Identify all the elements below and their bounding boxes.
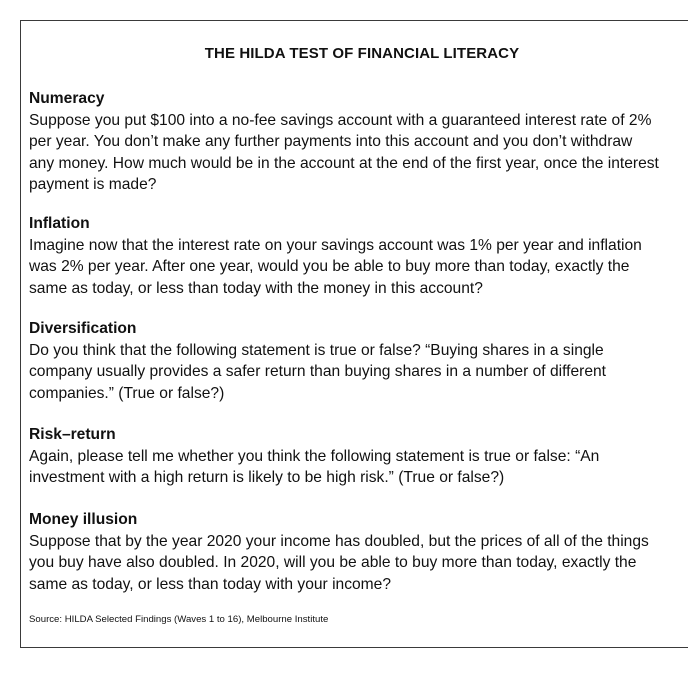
section-heading: Numeracy <box>29 90 105 107</box>
section-heading: Diversification <box>29 320 137 337</box>
section-money-illusion <box>29 509 688 595</box>
section-heading: Risk–return <box>29 426 116 443</box>
section-body <box>29 110 688 196</box>
section-heading: Inflation <box>29 215 90 232</box>
document-title: THE HILDA TEST OF FINANCIAL LITERACY <box>204 45 520 62</box>
section-body <box>29 446 688 489</box>
section-inflation <box>29 213 688 299</box>
section-diversification <box>29 318 688 404</box>
body-line: you buy have also doubled. In 2020, will you be able to buy more than today, exactly the <box>29 554 637 571</box>
section-risk-return <box>29 424 688 489</box>
section-body <box>29 235 688 300</box>
body-line: Suppose you put $100 into a no-fee savings account with a guaranteed interest rate of 2% <box>29 111 652 129</box>
section-body <box>29 340 688 405</box>
body-line: same as today, or less than today with the money in this account? <box>29 279 483 297</box>
body-line: Suppose that by the year 2020 your income has doubled, but the prices of all of the things <box>29 532 649 550</box>
body-line: Again, please tell me whether you think the following statement is true or false: “An <box>29 447 600 465</box>
body-line: Imagine now that the interest rate on your savings account was 1% per year and inflation <box>29 236 642 254</box>
body-line: per year. You don’t make any further payments into this account and you don’t withdraw <box>29 133 633 150</box>
body-line: companies.” (True or false?) <box>29 384 225 402</box>
body-line: Do you think that the following statement is true or false? “Buying shares in a single <box>29 341 604 359</box>
body-line: payment is made? <box>29 176 157 193</box>
body-line: company usually provides a safer return than buying shares in a number of different <box>29 363 607 380</box>
body-line: same as today, or less than today with your income? <box>29 575 392 593</box>
body-line: any money. How much would be in the account at the end of the first year, once the interest <box>29 154 659 172</box>
source-note: Source: HILDA Selected Findings (Waves 1 to 16), Melbourne Institute <box>29 614 329 625</box>
body-line: investment with a high return is likely to be high risk.” (True or false?) <box>29 469 505 486</box>
section-numeracy <box>29 88 688 196</box>
body-line: was 2% per year. After one year, would you be able to buy more than today, exactly the <box>29 258 630 275</box>
section-body <box>29 531 688 596</box>
section-heading: Money illusion <box>29 511 138 528</box>
